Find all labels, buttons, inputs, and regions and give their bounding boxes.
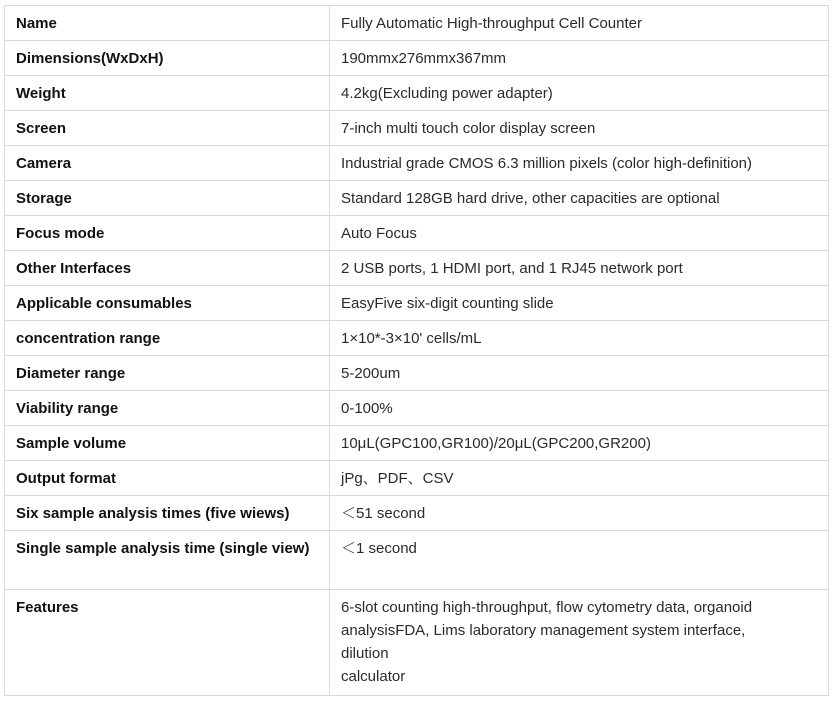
spec-label: Viability range bbox=[5, 391, 330, 426]
spec-value: 5-200um bbox=[330, 356, 829, 391]
spec-value: EasyFive six-digit counting slide bbox=[330, 286, 829, 321]
specifications-table bbox=[4, 5, 829, 696]
table-row bbox=[5, 531, 829, 590]
spec-value-line: calculator bbox=[341, 668, 406, 685]
spec-value: 2 USB ports, 1 HDMI port, and 1 RJ45 network port bbox=[330, 251, 829, 286]
table-row bbox=[5, 181, 829, 216]
spec-value: ＜1 second bbox=[330, 531, 829, 590]
table-row bbox=[5, 461, 829, 496]
table-row bbox=[5, 146, 829, 181]
spec-value: Fully Automatic High-throughput Cell Counter bbox=[330, 6, 829, 41]
spec-value bbox=[330, 590, 829, 696]
table-row bbox=[5, 286, 829, 321]
spec-label: Weight bbox=[5, 76, 330, 111]
spec-value: Auto Focus bbox=[330, 216, 829, 251]
spec-value: 10μL(GPC100,GR100)/20μL(GPC200,GR200) bbox=[330, 426, 829, 461]
table-row bbox=[5, 251, 829, 286]
spec-label: Dimensions(WxDxH) bbox=[5, 41, 330, 76]
table-row bbox=[5, 111, 829, 146]
spec-value: 1×10*-3×10' cells/mL bbox=[330, 321, 829, 356]
spec-value: 190mmx276mmx367mm bbox=[330, 41, 829, 76]
spec-label: Diameter range bbox=[5, 356, 330, 391]
spec-value: 4.2kg(Excluding power adapter) bbox=[330, 76, 829, 111]
table-row bbox=[5, 356, 829, 391]
spec-label: Sample volume bbox=[5, 426, 330, 461]
spec-label: Storage bbox=[5, 181, 330, 216]
spec-label: Applicable consumables bbox=[5, 286, 330, 321]
table-row bbox=[5, 496, 829, 531]
spec-value: 0-100% bbox=[330, 391, 829, 426]
spec-label: Six sample analysis times (five wiews) bbox=[5, 496, 330, 531]
table-row bbox=[5, 216, 829, 251]
spec-value: jPg、PDF、CSV bbox=[330, 461, 829, 496]
table-row bbox=[5, 590, 829, 696]
spec-label: Output format bbox=[5, 461, 330, 496]
spec-label: Features bbox=[5, 590, 330, 696]
table-row bbox=[5, 76, 829, 111]
table-row bbox=[5, 321, 829, 356]
spec-label: concentration range bbox=[5, 321, 330, 356]
spec-label: Name bbox=[5, 6, 330, 41]
spec-value: ＜51 second bbox=[330, 496, 829, 531]
spec-value: Standard 128GB hard drive, other capacities are optional bbox=[330, 181, 829, 216]
spec-label: Single sample analysis time (single view) bbox=[5, 531, 330, 590]
table-row bbox=[5, 41, 829, 76]
spec-value-line: 6-slot counting high-throughput, flow cytometry data, organoid bbox=[341, 599, 753, 616]
spec-value: Industrial grade CMOS 6.3 million pixels (color high-definition) bbox=[330, 146, 829, 181]
spec-label: Focus mode bbox=[5, 216, 330, 251]
spec-label: Other Interfaces bbox=[5, 251, 330, 286]
spec-value-line: dilution bbox=[341, 645, 389, 662]
spec-label: Screen bbox=[5, 111, 330, 146]
spec-value-line: analysisFDA, Lims laboratory management system interface, bbox=[341, 622, 746, 639]
spec-value: 7-inch multi touch color display screen bbox=[330, 111, 829, 146]
spec-label: Camera bbox=[5, 146, 330, 181]
table-row bbox=[5, 426, 829, 461]
table-row bbox=[5, 391, 829, 426]
table-row bbox=[5, 6, 829, 41]
